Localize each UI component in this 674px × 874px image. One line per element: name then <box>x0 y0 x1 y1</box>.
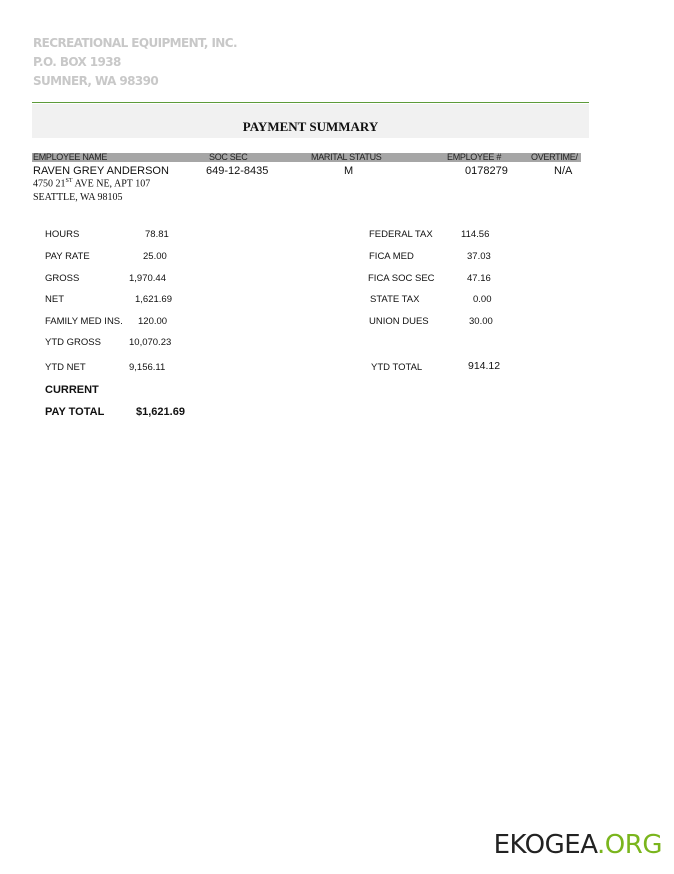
earnings-label: FAMILY MED INS. <box>45 316 123 327</box>
page-title: PAYMENT SUMMARY <box>242 119 379 134</box>
company-address-line1: P.O. BOX 1938 <box>33 55 121 69</box>
deduction-value: 0.00 <box>473 294 492 305</box>
deduction-value: 914.12 <box>468 360 501 372</box>
header-marital-status: MARITAL STATUS <box>311 152 382 162</box>
watermark-suffix: .ORG <box>597 830 662 860</box>
earnings-value: 78.81 <box>145 229 169 240</box>
earnings-label: HOURS <box>45 229 80 240</box>
earnings-label: GROSS <box>45 273 80 284</box>
deduction-label: FEDERAL TAX <box>369 229 433 240</box>
pay-total-value: $1,621.69 <box>136 406 185 418</box>
watermark-logo <box>494 830 662 860</box>
deduction-label: FICA MED <box>369 251 414 262</box>
employee-soc-sec: 649-12-8435 <box>206 165 269 177</box>
earnings-label: PAY RATE <box>45 251 90 262</box>
deduction-label: STATE TAX <box>370 294 420 305</box>
deduction-value: 114.56 <box>461 229 490 240</box>
deduction-label: FICA SOC SEC <box>368 273 435 284</box>
header-soc-sec: SOC SEC <box>209 152 248 162</box>
earnings-value: 120.00 <box>138 316 168 327</box>
employee-name: RAVEN GREY ANDERSON <box>33 165 169 177</box>
deduction-value: 47.16 <box>467 273 491 284</box>
employee-city: SEATTLE, WA 98105 <box>33 192 123 203</box>
pay-total-label: PAY TOTAL <box>45 406 105 418</box>
earnings-value: 9,156.11 <box>129 362 166 373</box>
address-number: 4750 21 <box>33 178 66 190</box>
employee-overtime: N/A <box>554 165 573 177</box>
deduction-label: YTD TOTAL <box>371 362 423 373</box>
header-employee-name: EMPLOYEE NAME <box>33 152 108 162</box>
address-street: AVE NE, APT 107 <box>72 178 151 190</box>
employee-number: 0178279 <box>465 165 508 177</box>
watermark-main: EKOGEA <box>493 830 598 860</box>
earnings-value: 10,070.23 <box>129 337 172 348</box>
deduction-value: 30.00 <box>469 316 493 327</box>
current-label: CURRENT <box>45 384 99 396</box>
earnings-value: 25.00 <box>143 251 167 262</box>
header-employee-number: EMPLOYEE # <box>447 152 502 162</box>
address-suffix: ST <box>65 178 73 184</box>
earnings-label: YTD NET <box>45 362 86 373</box>
earnings-value: 1,970.44 <box>129 273 166 284</box>
company-address-line2: SUMNER, WA 98390 <box>33 74 159 88</box>
deduction-value: 37.03 <box>467 251 491 262</box>
employee-address <box>33 178 150 189</box>
employee-marital-status: M <box>344 165 354 177</box>
company-name: RECREATIONAL EQUIPMENT, INC. <box>33 36 237 50</box>
header-overtime: OVERTIME/ <box>531 152 578 162</box>
earnings-label: NET <box>45 294 64 305</box>
deduction-label: UNION DUES <box>369 316 429 327</box>
divider <box>32 102 589 103</box>
earnings-label: YTD GROSS <box>45 337 101 348</box>
earnings-value: 1,621.69 <box>135 294 172 305</box>
